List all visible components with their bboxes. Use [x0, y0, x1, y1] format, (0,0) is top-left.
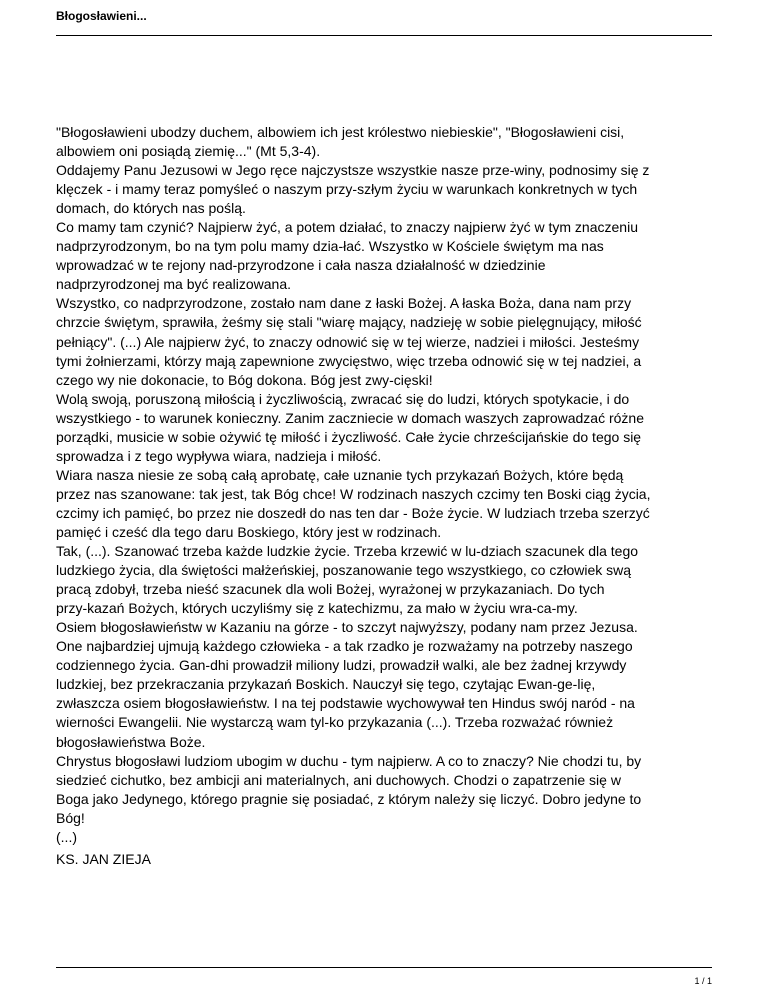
body-line: Tak, (...). Szanować trzeba każde ludzkie życie. Trzeba krzewić w lu-dziach szacunek dla tego [56, 543, 639, 560]
body-line: ludzkiej, bez przekraczania przykazań Boskich. Nauczył się tego, czytając Ewan-ge-lię, [56, 676, 596, 693]
body-line: wierności Ewangelii. Nie wystarczą wam tyl-ko przykazania (...). Trzeba rozważać również [56, 714, 614, 731]
body-line: One najbardziej ujmują każdego człowieka - a tak rzadko je rozważamy na potrzeby naszego [56, 638, 633, 655]
author-signature: KS. JAN ZIEJA [56, 851, 151, 867]
body-line: codziennego życia. Gan-dhi prowadził miliony ludzi, prowadził walki, ale bez żadnej krzywdy [56, 657, 627, 674]
body-line: albowiem oni posiądą ziemię..." (Mt 5,3-4). [56, 143, 321, 160]
body-line: siedzieć cichutko, bez ambicji ani materialnych, ani duchowych. Chodzi o zapatrzenie się w [56, 771, 621, 788]
body-line: Oddajemy Panu Jezusowi w Jego ręce najczystsze wszystkie nasze prze-winy, podnosimy się z [56, 162, 650, 179]
body-line: Wolą swoją, poruszoną miłością i życzliwością, zwracać się do ludzi, których spotykacie, i do [56, 390, 630, 407]
body-line: wszystkiego - to warunek konieczny. Zanim zaczniecie w domach waszych zaprowadzać różne [56, 409, 644, 426]
body-line: błogosławieństwa Boże. [56, 733, 206, 750]
body-line: pełniący". (...) Ale najpierw żyć, to znaczy odnowić się w tej wierze, nadziei i miłości. Jesteśmy [56, 333, 640, 350]
body-line: Wszystko, co nadprzyrodzone, zostało nam dane z łaski Bożej. A łaska Boża, dana nam przy [56, 295, 632, 312]
page-header [56, 8, 712, 24]
body-line: Co mamy tam czynić? Najpierw żyć, a potem działać, to znaczy najpierw żyć w tym znaczeniu [56, 219, 638, 236]
body-line: domach, do których nas poślą. [56, 200, 246, 217]
body-line: nadprzyrodzonej ma być realizowana. [56, 276, 292, 293]
body-line: pamięć i cześć dla tego daru Boskiego, który jest w rodzinach. [56, 523, 442, 540]
footer-divider [56, 967, 712, 968]
body-line: sprowadza i z tego wypływa wiara, nadzieja i miłość. [56, 447, 382, 464]
body-line: przez nas szanowane: tak jest, tak Bóg chce! W rodzinach naszych czcimy ten Boski ciąg życia, [56, 485, 651, 502]
page-number: 1 / 1 [694, 976, 712, 986]
body-line: ludzkiego życia, dla świętości małżeńskiej, poszanowanie tego wszystkiego, co człowiek swą [56, 562, 632, 579]
body-line: przy-kazań Bożych, których uczyliśmy się z katechizmu, za mało w życiu wra-ca-my. [56, 600, 578, 617]
body-line: porządki, musicie w sobie ożywić tę miłość i życzliwość. Całe życie chrześcijańskie do tego się [56, 428, 642, 445]
body-line: czcimy ich pamięć, bo przez nie doszedł do nas ten dar - Boże życie. W ludziach trzeba szerzyć [56, 504, 650, 521]
document-title: Błogosławieni... [56, 9, 147, 23]
body-line: "Błogosławieni ubodzy duchem, albowiem ich jest królestwo niebieskie", "Błogosławieni cisi, [56, 124, 625, 140]
body-line: chrzcie świętym, sprawiła, żeśmy się stali "wiarę mający, nadzieję w sobie pielęgnujący, miłość [56, 314, 642, 331]
body-line: klęczek - i mamy teraz pomyśleć o naszym przy-szłym życiu w warunkach konkretnych w tych [56, 181, 638, 198]
body-line: Chrystus błogosławi ludziom ubogim w duchu - tym najpierw. A co to znaczy? Nie chodzi tu, by [56, 752, 642, 769]
body-line: wprowadzać w te rejony nad-przyrodzone i cała nasza działalność w dziedzinie [56, 257, 546, 274]
body-line: (...) [56, 828, 77, 845]
body-line: Boga jako Jedynego, którego pragnie się posiadać, z którym należy się liczyć. Dobro jedyne to [56, 790, 642, 807]
body-line: Wiara nasza niesie ze sobą całą aprobatę, całe uznanie tych przykazań Bożych, które będą [56, 466, 624, 483]
header-divider [56, 35, 712, 36]
body-line: czego wy nie dokonacie, to Bóg dokona. Bóg jest zwy-cięski! [56, 371, 433, 388]
body-line: nadprzyrodzonym, bo na tym polu mamy dzia-łać. Wszystko w Kościele świętym ma nas [56, 238, 604, 255]
document-body [56, 123, 716, 847]
body-line: tymi żołnierzami, którzy mają zapewnione zwycięstwo, więc trzeba odnowić się w tej nadziei, a [56, 352, 642, 369]
body-line: Bóg! [56, 809, 85, 826]
body-line: Osiem błogosławieństw w Kazaniu na górze - to szczyt najwyższy, podany nam przez Jezusa. [56, 619, 638, 636]
body-line: pracą zdobył, trzeba nieść szacunek dla woli Bożej, wyrażonej w przykazaniach. Do tych [56, 581, 605, 598]
body-line: zwłaszcza osiem błogosławieństw. I na tej podstawie wychowywał ten Hindus swój naród - na [56, 695, 635, 712]
